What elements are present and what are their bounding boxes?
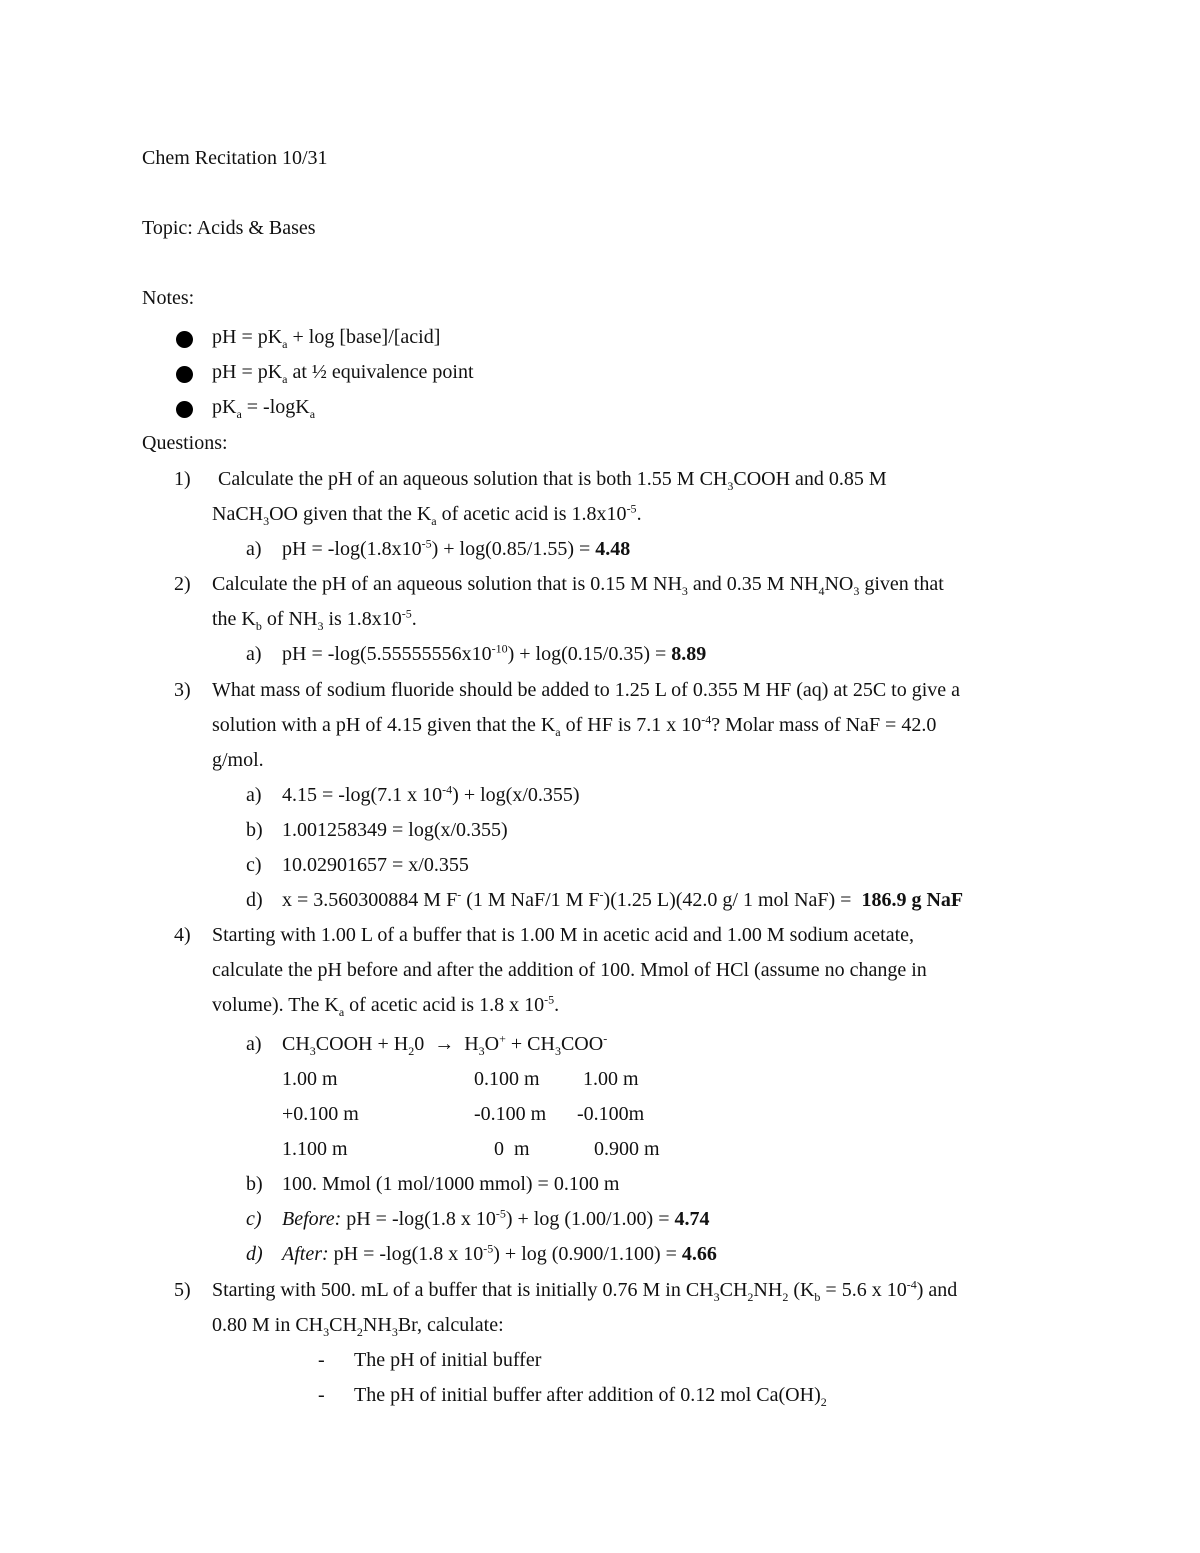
question-3-text: g/mol.	[212, 749, 264, 771]
question-3-text: solution with a pH of 4.15 given that the $K_a$ of HF is 7.1 x $10^{-4}$? Molar mass of NaF = 42.0	[212, 712, 937, 739]
questions-label: Questions:	[142, 432, 228, 454]
bullet-icon	[176, 331, 193, 348]
answer-label: d)	[246, 889, 263, 911]
answer-3-step: x = 3.560300884 M F- (1 M NaF/1 M F-)(1.25 L)(42.0 g/ 1 mol NaF) = 186.9 g NaF	[282, 887, 964, 911]
question-4-text: Starting with 1.00 L of a buffer that is 1.00 M in acetic acid and 1.00 M sodium acetate,	[212, 924, 915, 946]
dash-bullet: -	[318, 1384, 325, 1406]
page-title: Chem Recitation 10/31	[142, 147, 328, 169]
answer-label: c)	[246, 1208, 262, 1230]
dash-bullet: -	[318, 1349, 325, 1371]
answer-label: b)	[246, 819, 263, 841]
ice-table-cell: 0.100 m	[474, 1068, 540, 1090]
question-number: 2)	[174, 573, 191, 595]
answer-label: c)	[246, 854, 262, 876]
answer-4d: After: pH = -log(1.8 x $10^{-5}) + \log (0.900/1.100) = 4.66$	[282, 1241, 717, 1265]
ice-table-cell: 1.00 m	[583, 1068, 639, 1090]
answer-4b: 100. Mmol (1 mol/1000 mmol) = 0.100 m	[282, 1173, 620, 1195]
answer-label: d)	[246, 1243, 263, 1265]
answer-2a: pH = $-\log(5.55555556x10^{-10}) + \log(0.15/0.35) = 8.89$	[282, 641, 707, 665]
answer-label: a)	[246, 538, 262, 560]
question-4-text: volume). The $K_a$ of acetic acid is 1.8 x $10^{-5}$.	[212, 992, 560, 1019]
question-5-item: The pH of initial buffer after addition of 0.12 mol $Ca(OH)_2$	[354, 1384, 827, 1409]
answer-label: b)	[246, 1173, 263, 1195]
note-item: $pK_a = -\log K_a$	[212, 396, 316, 421]
answer-4c: Before: pH = -log(1.8 x $10^{-5}) + \log (1.00/1.00) = 4.74$	[282, 1206, 710, 1230]
answer-3-step: 4.15 = -log(7.1 x $10^{-4}) + \log(x/0.355)$	[282, 782, 580, 806]
question-5-text: Starting with 500. mL of a buffer that is initially 0.76 M in $CH_3CH_2NH_2$ ($K_b = 5.6$ x $10^{-4}$) and	[212, 1277, 958, 1304]
note-item: pH = $pK_a + \log$ [base]/[acid]	[212, 326, 441, 351]
reaction-equation: $CH_3COOH + H_20 \to H_3O^+ + CH_3COO^-$	[282, 1031, 608, 1058]
question-number: 5)	[174, 1279, 191, 1301]
answer-label: a)	[246, 1033, 262, 1055]
answer-3-step: 1.001258349 = log(x/0.355)	[282, 819, 508, 841]
ice-table-cell: 1.00 m	[282, 1068, 338, 1090]
question-1-text: NaCH$_3$OO given that the $K_a$ of acetic acid is $1.8x10^{-5}$.	[212, 501, 642, 528]
bullet-icon	[176, 366, 193, 383]
ice-table-cell: 0 m	[494, 1138, 530, 1160]
question-number: 4)	[174, 924, 191, 946]
ice-table-cell: 1.100 m	[282, 1138, 348, 1160]
question-5-item: The pH of initial buffer	[354, 1349, 542, 1371]
question-number: 3)	[174, 679, 191, 701]
question-4-text: calculate the pH before and after the addition of 100. Mmol of HCl (assume no change in	[212, 959, 927, 981]
bullet-icon	[176, 401, 193, 418]
ice-table-cell: -0.100m	[577, 1103, 645, 1125]
topic-line: Topic: Acids & Bases	[142, 217, 316, 239]
ice-table-cell: -0.100 m	[474, 1103, 547, 1125]
question-2-text: Calculate the pH of an aqueous solution that is 0.15 M $NH_3$ and 0.35 M $NH_4NO_3$ given that	[212, 573, 944, 598]
question-number: 1)	[174, 468, 191, 490]
ice-table-cell: +0.100 m	[282, 1103, 359, 1125]
question-2-text: the $K_b$ of $NH_3$ is $1.8x10^{-5}$.	[212, 606, 417, 633]
note-item: pH = $pK_a$ at ½ equivalence point	[212, 361, 474, 386]
answer-label: a)	[246, 784, 262, 806]
answer-1a: pH = $-\log(1.8x10^{-5}) + \log(0.85/1.55) = 4.48$	[282, 536, 631, 560]
ice-table-cell: 0.900 m	[594, 1138, 660, 1160]
question-5-text: 0.80 M in $CH_3CH_2NH_3Br$, calculate:	[212, 1314, 504, 1339]
question-1-text: Calculate the pH of an aqueous solution that is both 1.55 M $CH_3COOH$ and 0.85 M	[218, 468, 887, 493]
notes-label: Notes:	[142, 287, 195, 309]
question-3-text: What mass of sodium fluoride should be added to 1.25 L of 0.355 M HF (aq) at 25C to give a	[212, 679, 961, 701]
answer-3-step: 10.02901657 = x/0.355	[282, 854, 469, 876]
answer-label: a)	[246, 643, 262, 665]
